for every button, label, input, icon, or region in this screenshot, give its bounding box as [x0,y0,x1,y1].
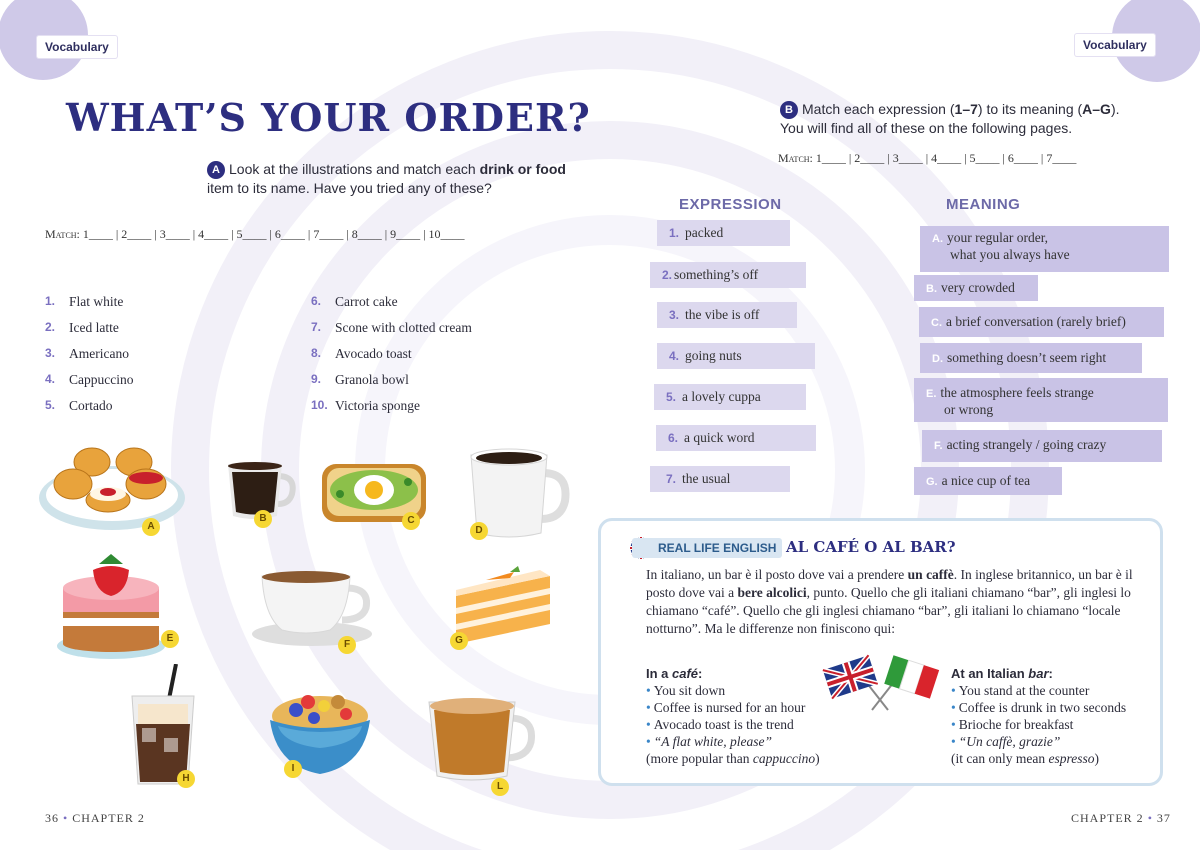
victoria-sponge-illustration [55,548,170,663]
item-label: Iced latte [69,320,119,335]
illustration-letter: F [338,636,356,654]
expression-item [650,262,806,288]
list-item [45,320,133,346]
expression-label: packed [685,225,724,240]
list-item [311,294,472,320]
page-number-right: 37 [1156,811,1171,825]
granola-bowl-illustration [266,680,376,780]
bar-column [951,665,1126,767]
item-number: 8. [311,346,322,360]
item-number: 10. [311,398,328,412]
cafe-heading-post: : [698,666,703,681]
meaning-item [914,467,1062,495]
match-slots-a[interactable]: 1____ | 2____ | 3____ | 4____ | 5____ | 6____ | 7____ | 8____ | 9____ | 10____ [82,227,465,241]
expression-number: 3. [669,308,680,322]
list-item [45,372,133,398]
badge-a: A [207,161,225,179]
expression-item [657,302,797,328]
bar-heading [951,665,1126,682]
instruction-b-text3: ). [1110,101,1120,117]
item-number: 3. [45,346,56,360]
section-tag-left: Vocabulary [37,36,117,58]
vocab-list-col1 [45,294,133,424]
footer-dot: • [1147,811,1153,825]
cafe-heading [646,665,820,682]
meaning-item [914,275,1038,301]
item-number: 5. [45,398,56,412]
instruction-a-bold: drink or food [479,161,566,177]
cafe-note-post: ) [815,751,820,766]
real-life-english-title: AL CAFÉ O AL BAR? [786,538,956,556]
item-label: Cappuccino [69,372,134,387]
vocab-list-col2 [311,294,472,424]
instruction-b [780,100,1160,138]
bar-heading-post: : [1048,666,1053,681]
item-label: Victoria sponge [335,398,421,413]
meaning-letter: F. [934,440,943,452]
match-line-a [45,227,465,242]
bullet-icon: • [646,717,651,732]
instruction-b-range2: A–G [1082,101,1111,117]
expression-number: 6. [668,431,679,445]
meaning-letter: B. [926,283,937,295]
cafe-point [646,716,820,733]
instruction-b-text1: Match each expression ( [802,101,955,117]
expression-number: 7. [666,472,677,486]
meaning-item [922,430,1162,462]
bullet-icon: • [951,734,956,749]
meaning-item [914,378,1168,422]
expression-item [654,384,806,410]
item-number: 4. [45,372,56,386]
item-number: 9. [311,372,322,386]
expression-number: 1. [669,226,680,240]
list-item [45,294,133,320]
instruction-a-pre: Look at the illustrations and match each [229,161,480,177]
cafe-note-em: cappuccino [752,751,816,766]
meaning-line1: very crowded [941,280,1015,295]
bar-point-text: Brioche for breakfast [958,717,1074,732]
bar-heading-em: bar [1028,666,1049,681]
bullet-icon: • [646,700,651,715]
illustration-letter: C [402,512,420,530]
item-number: 1. [45,294,56,308]
cappuccino-cup-illustration [250,568,380,648]
list-item [311,398,472,424]
match-line-b [778,151,1076,166]
bar-point [951,682,1126,699]
bar-point [951,699,1126,716]
illustration-letter: I [284,760,302,778]
meaning-letter: D. [932,353,943,365]
item-number: 7. [311,320,322,334]
cafe-point [646,733,820,750]
bullet-icon: • [951,700,956,715]
meaning-line2: what you always have [950,247,1070,262]
illustration-letter: L [491,778,509,796]
bullet-icon: • [951,717,956,732]
item-label: Avocado toast [335,346,412,361]
footer-dot: • [63,811,69,825]
footer-right [1071,811,1171,826]
item-label: Carrot cake [335,294,398,309]
illustration-letter: G [450,632,468,650]
match-slots-b[interactable]: 1____ | 2____ | 3____ | 4____ | 5____ | 6____ | 7____ [815,151,1077,165]
bullet-icon: • [951,683,956,698]
paragraph-segment: . In inglese britannico, un bar è il posto dove vai a [646,567,1133,600]
expression-label: a lovely cuppa [682,389,761,404]
footer-left [45,811,145,826]
page-number-left: 36 [45,811,59,825]
item-label: Americano [69,346,129,361]
scones-illustration [38,440,188,535]
meaning-line2: or wrong [944,402,994,417]
illustration-letter: D [470,522,488,540]
list-item [311,372,472,398]
meaning-item [920,343,1142,373]
expression-item [656,425,816,451]
expression-label: going nuts [685,348,742,363]
instruction-b-text2: ) to its meaning ( [977,101,1083,117]
real-life-paragraph [646,566,1136,638]
item-number: 2. [45,320,56,334]
bar-point-text: You stand at the counter [958,683,1090,698]
expression-label: a quick word [684,430,755,445]
instruction-b-line2: You will find all of these on the following pages. [780,120,1073,136]
item-label: Scone with clotted cream [335,320,472,335]
bar-note-em: espresso [1048,751,1095,766]
bar-point [951,716,1126,733]
bar-point-text: Coffee is drunk in two seconds [958,700,1127,715]
expression-number: 4. [669,349,680,363]
expression-label: something’s off [674,267,759,282]
page-title: WHAT’S YOUR ORDER? [66,95,591,140]
list-item [311,320,472,346]
bar-note-pre: (it can only mean [951,751,1049,766]
bar-note-post: ) [1094,751,1099,766]
expression-item [657,220,790,246]
meaning-item [919,307,1164,337]
list-item [311,346,472,372]
real-life-english-label: REAL LIFE ENGLISH [632,538,782,558]
match-label-a: Match: [45,227,80,241]
expression-item [657,343,815,369]
cortado-cup-illustration [425,692,545,792]
list-item [45,346,133,372]
meaning-letter: A. [932,233,943,245]
cafe-point [646,682,820,699]
meaning-item [920,226,1169,272]
paragraph-bold-segment: bere alcolici [737,585,807,600]
bullet-icon: • [646,734,651,749]
meaning-letter: C. [931,317,942,329]
chapter-label-right: CHAPTER 2 [1071,811,1144,825]
cafe-point-text: Avocado toast is the trend [653,717,794,732]
expression-heading: EXPRESSION [679,196,782,213]
bar-heading-pre: At an Italian [951,666,1029,681]
section-tag-right: Vocabulary [1075,34,1155,56]
cafe-column [646,665,820,767]
item-label: Flat white [69,294,124,309]
paragraph-segment: , punto. Quello che gli italiani chiamano “bar”, gli inglesi lo chiamano “café”. Quello che gli inglesi chiamano “bar”, gli italiani lo chiamano “locale notturno”. Ma le differenze non finiscono qui: [646,585,1131,636]
meaning-heading: MEANING [946,196,1021,213]
cafe-point-text: You sit down [653,683,726,698]
item-label: Granola bowl [335,372,409,387]
meaning-letter: G. [926,476,938,488]
expression-number: 5. [666,390,677,404]
match-label-b: Match: [778,151,813,165]
meaning-line1: a nice cup of tea [941,473,1031,488]
cafe-point [646,699,820,716]
bar-point-text: “Un caffè, grazie” [958,734,1061,749]
expression-label: the vibe is off [685,307,760,322]
illustration-letter: B [254,510,272,528]
instruction-b-range1: 1–7 [954,101,978,117]
expression-number: 2. [662,268,673,282]
meaning-line1: a brief conversation (rarely brief) [946,314,1126,329]
badge-b: B [780,101,798,119]
paragraph-bold-segment: un caffè [907,567,954,582]
bar-note [951,750,1126,767]
meaning-line1: your regular order, [947,230,1049,245]
illustration-letter: H [177,770,195,788]
cafe-heading-pre: In a [646,666,673,681]
illustration-letter: A [142,518,160,536]
cafe-note-pre: (more popular than [646,751,753,766]
bar-point [951,733,1126,750]
cafe-point-text: Coffee is nursed for an hour [653,700,806,715]
cafe-heading-em: café [672,666,699,681]
meaning-line1: the atmosphere feels strange [940,385,1094,400]
meaning-line1: acting strangely / going crazy [946,437,1107,452]
paragraph-segment: In italiano, un bar è il posto dove vai a prendere [646,567,908,582]
uk-italy-flags-icon [822,652,940,712]
cafe-note [646,750,820,767]
expression-item [650,466,790,492]
instruction-a [207,160,567,198]
illustration-letter: E [161,630,179,648]
meaning-letter: E. [926,388,937,400]
item-number: 6. [311,294,322,308]
bullet-icon: • [646,683,651,698]
item-label: Cortado [69,398,113,413]
meaning-line1: something doesn’t seem right [947,350,1107,365]
chapter-label-left: CHAPTER 2 [72,811,145,825]
cafe-point-text: “A flat white, please” [653,734,772,749]
list-item [45,398,133,424]
expression-label: the usual [682,471,731,486]
instruction-a-post: item to its name. Have you tried any of these? [207,180,492,196]
